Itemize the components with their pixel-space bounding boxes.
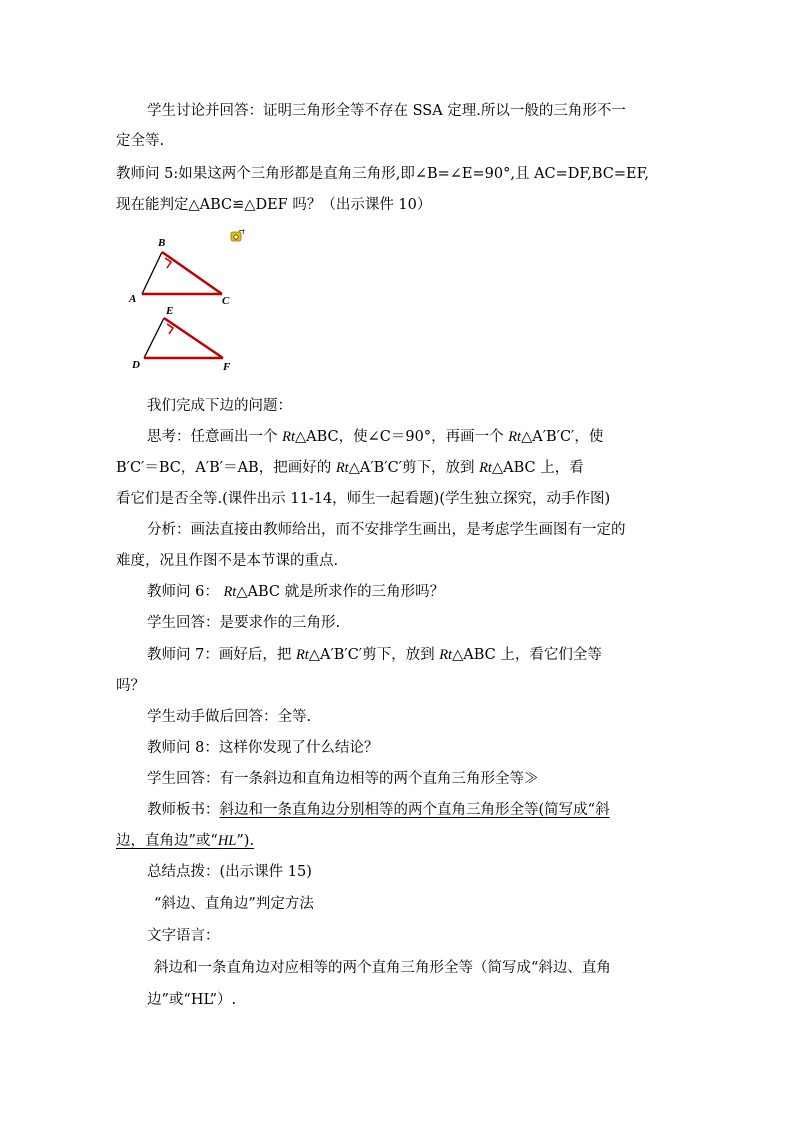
label-d: D (132, 359, 140, 371)
student-answer-8: 学生回答：有一条斜边和直角边相等的两个直角三角形全等≫ (147, 771, 539, 787)
intro-line: 我们完成下边的问题： (147, 398, 292, 414)
label-b: B (158, 237, 166, 249)
analysis-line-1: 分析：画法直接由教师给出，而不安排学生画出，是考虑学生画图有一定的 (147, 522, 626, 538)
teacher-question-7-line-1: 教师问 7：画好后，把 Rt△A′B′C′剪下，放到 Rt△ABC 上，看它们全等 (147, 647, 602, 663)
side-de (144, 318, 164, 358)
label-c: C (222, 295, 230, 307)
right-angle-mark-b (165, 258, 171, 268)
label-f: F (223, 361, 231, 373)
teacher-question-5-line-2: 现在能判定△ABC≌△DEF 吗？（出示课件 10） (116, 197, 432, 213)
right-triangles-figure (126, 228, 236, 374)
teacher-question-8: 教师问 8：这样你发现了什么结论？ (147, 740, 379, 756)
label-e: E (166, 305, 174, 317)
think-line-1: 思考：任意画出一个 Rt△ABC，使∠C＝90°，再画一个 Rt△A′B′C′，使 (147, 429, 604, 445)
method-title: “斜边、直角边”判定方法 (154, 896, 314, 912)
side-ab (142, 252, 162, 294)
right-angle-mark-e (167, 324, 173, 334)
student-answer-7: 学生动手做后回答：全等. (147, 709, 312, 725)
think-line-2: B′C′＝BC，A′B′＝AB，把画好的 Rt△A′B′C′剪下，放到 Rt△ABC 上，看 (116, 460, 584, 476)
student-answer-6: 学生回答：是要求作的三角形. (147, 615, 341, 631)
teacher-question-7-line-2: 吗？ (116, 678, 145, 694)
student-answer-line-1: 学生讨论并回答：证明三角形全等不存在 SSA 定理.所以一般的三角形不一 (147, 103, 626, 119)
teacher-board-line-2: 边，直角边”或“HL”). (116, 833, 255, 849)
side-bc (162, 252, 222, 294)
teacher-question-5-line-1: 教师问 5:如果这两个三角形都是直角三角形,即∠B=∠E=90°,且 AC=DF,BC=EF, (116, 166, 650, 182)
triangle-abc (128, 237, 230, 307)
wording-label: 文字语言： (147, 928, 220, 944)
rule-line-1: 斜边和一条直角边对应相等的两个直角三角形全等（简写成“斜边、直角 (154, 960, 611, 976)
teacher-question-6: 教师问 6： Rt△ABC 就是所求作的三角形吗？ (147, 584, 445, 600)
rule-line-2: 边”或“HL”）. (147, 992, 237, 1008)
teacher-board-line-1: 教师板书：斜边和一条直角边分别相等的两个直角三角形全等(简写成“斜 (147, 802, 610, 818)
summary-line: 总结点拨：(出示课件 15) (147, 864, 312, 880)
label-a: A (129, 293, 137, 305)
think-line-3: 看它们是否全等.(课件出示 11-14，师生一起看题)(学生独立探究，动手作图) (116, 491, 611, 507)
student-answer-line-2: 定全等. (116, 133, 165, 149)
embedded-object-icon (230, 229, 246, 243)
triangle-def (131, 305, 231, 373)
analysis-line-2: 难度，况且作图不是本节课的重点. (116, 553, 339, 569)
side-ef (164, 318, 223, 358)
